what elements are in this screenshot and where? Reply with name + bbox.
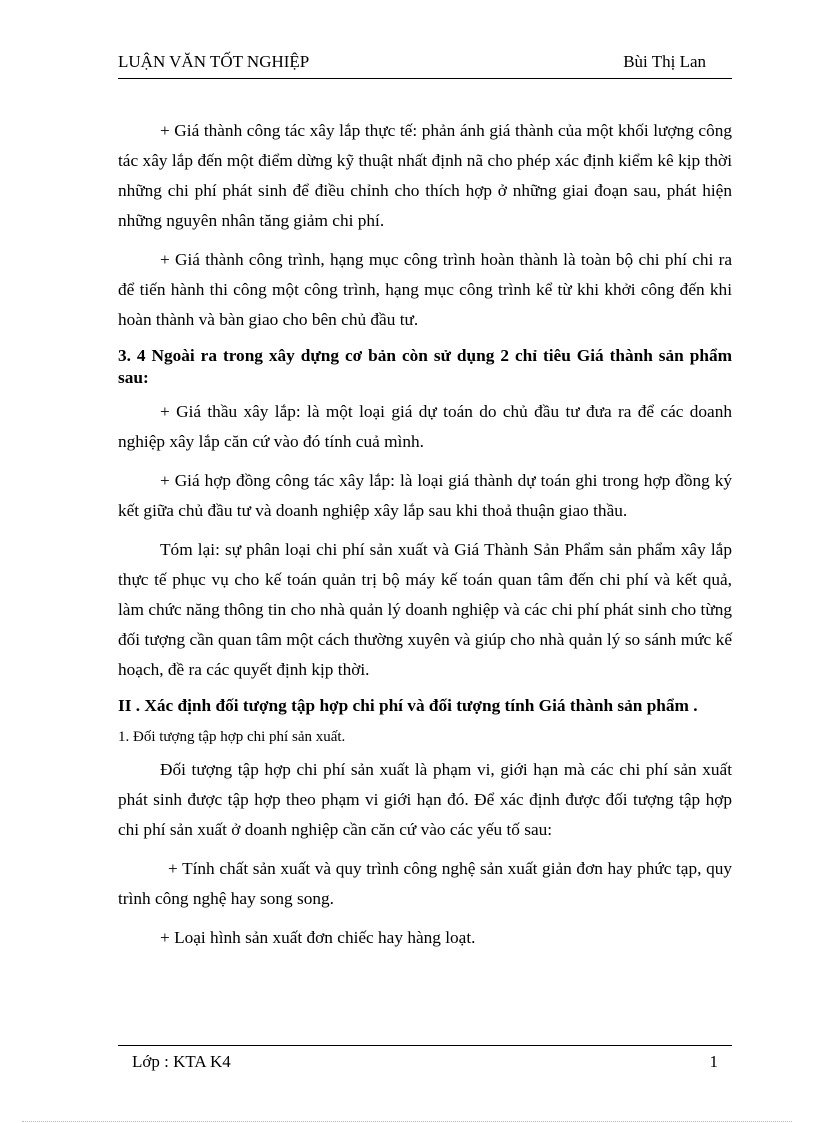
page-header <box>118 52 732 79</box>
paragraph: + Giá thành công tác xây lắp thực tế: phản ánh giá thành của một khối lượng công tác xây lắp đến một điểm dừng kỹ thuật nhất định nã cho phép xác định kiểm kê kịp thời những chi phí phát sinh để điều chỉnh cho thích hợp ở những giai đoạn sau, phát hiện những nguyên nhân tăng giảm chi phí. <box>118 121 732 230</box>
section-heading: 3. 4 Ngoài ra trong xây dựng cơ bản còn sử dụng 2 chỉ tiêu Giá thành sản phẩm sau: <box>118 346 732 387</box>
paragraph: + Giá thành công trình, hạng mục công trình hoàn thành là toàn bộ chi phí chi ra để tiến hành thi công một công trình, hạng mục công trình kể từ khi khởi công đến khi hoàn thành và bàn giao cho bên chủ đầu tư. <box>118 250 732 329</box>
document-body <box>118 116 732 962</box>
paragraph: + Tính chất sản xuất và quy trình công nghệ sản xuất giản đơn hay phức tạp, quy trình công nghệ hay song song. <box>118 859 732 908</box>
paragraph: + Loại hình sản xuất đơn chiếc hay hàng loạt. <box>160 928 476 947</box>
class-label: Lớp : KTA K4 <box>132 1052 231 1071</box>
section-heading: II . Xác định đối tượng tập hợp chi phí và đối tượng tính Giá thành sản phẩm . <box>118 696 698 715</box>
paragraph: Tóm lại: sự phân loại chi phí sản xuất và Giá Thành Sản Phẩm sản phẩm xây lắp thực tế phục vụ cho kế toán quản trị bộ máy kế toán quan tâm đến chi phí và kết quả, làm chức năng thông tin cho nhà quản lý doanh nghiệp và các chi phí phát sinh cho từng đối tượng cần quan tâm một cách thường xuyên và giúp cho nhà quản lý so sánh mức kế hoạch, đề ra các quyết định kịp thời. <box>118 540 732 679</box>
paragraph: + Giá hợp đồng công tác xây lắp: là loại giá thành dự toán ghi trong hợp đồng ký kết giữa chủ đầu tư và doanh nghiệp xây lắp sau khi thoả thuận giao thầu. <box>118 471 732 520</box>
page-footer <box>118 1045 732 1074</box>
thesis-title: LUẬN VĂN TỐT NGHIỆP <box>118 52 310 71</box>
subsection-heading: 1. Đối tượng tập hợp chi phí sản xuất. <box>118 729 346 745</box>
author-name: Bùi Thị Lan <box>623 52 706 71</box>
paragraph: Đối tượng tập hợp chi phí sản xuất là phạm vi, giới hạn mà các chi phí sản xuất phát sinh được tập hợp theo phạm vi giới hạn đó. Để xác định được đối tượng tập hợp chi phí sản xuất ở doanh nghiệp cần căn cứ vào các yếu tố sau: <box>118 760 732 839</box>
paragraph: + Giá thầu xây lắp: là một loại giá dự toán do chủ đầu tư đưa ra để các doanh nghiệp xây lắp căn cứ vào đó tính cuả mình. <box>118 402 732 451</box>
page-number: 1 <box>709 1052 718 1071</box>
page-bottom-divider <box>22 1121 792 1122</box>
